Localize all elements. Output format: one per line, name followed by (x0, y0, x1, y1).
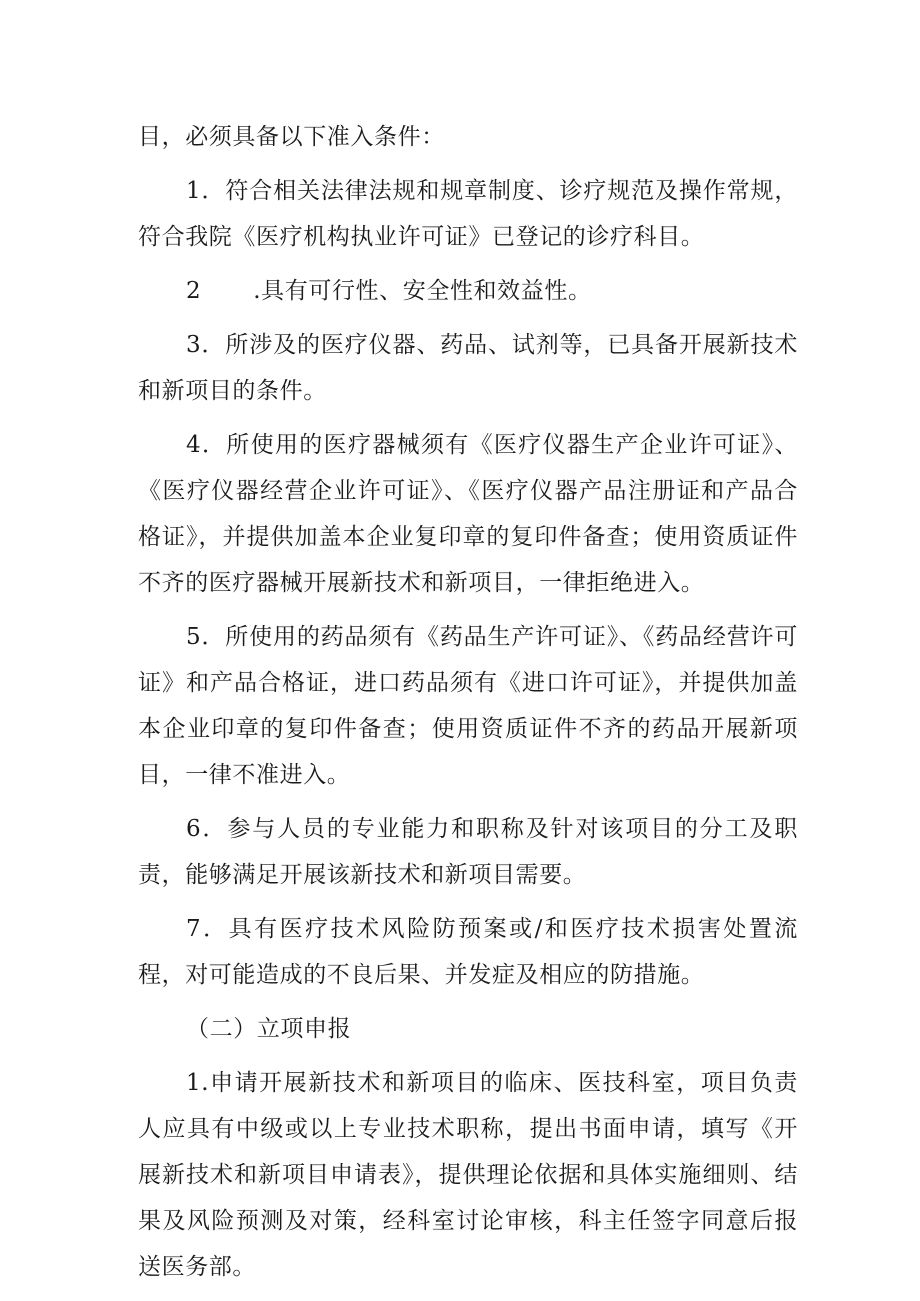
intro-paragraph: 目，必须具备以下准入条件： (138, 124, 445, 150)
condition-item-3: 3．所涉及的医疗仪器、药品、试剂等，已具备开展新技术和新项目的条件。 (138, 332, 798, 404)
condition-item-6: 6．参与人员的专业能力和职称及针对该项目的分工及职责，能够满足开展该新技术和新项目需要。 (138, 816, 798, 888)
condition-item-2-text: .具有可行性、安全性和效益性。 (253, 278, 592, 304)
condition-item-2-number: 2 (186, 278, 202, 304)
condition-item-7: 7．具有医疗技术风险防预案或/和医疗技术损害处置流程，对可能造成的不良后果、并发症及相应的防措施。 (138, 916, 798, 988)
condition-item-1: 1．符合相关法律法规和规章制度、诊疗规范及操作常规，符合我院《医疗机构执业许可证》已登记的诊疗科目。 (138, 178, 798, 250)
condition-item-2 (138, 268, 798, 314)
document-body (138, 114, 798, 1298)
section-item-1: 1.申请开展新技术和新项目的临床、医技科室，项目负责人应具有中级或以上专业技术职称，提出书面申请，填写《开展新技术和新项目申请表》，提供理论依据和具体实施细则、结果及风险预测及对策，经科室讨论审核，科主任签字同意后报送医务部。 (138, 1070, 798, 1280)
section-heading: （二）立项申报 (186, 1016, 352, 1042)
condition-item-5: 5．所使用的药品须有《药品生产许可证》、《药品经营许可证》和产品合格证，进口药品须有《进口许可证》，并提供加盖本企业印章的复印件备查；使用资质证件不齐的药品开展新项目，一律不准进入。 (138, 624, 798, 788)
condition-item-4: 4．所使用的医疗器械须有《医疗仪器生产企业许可证》、《医疗仪器经营企业许可证》、《医疗仪器产品注册证和产品合格证》，并提供加盖本企业复印章的复印件备查；使用资质证件不齐的医疗器械开展新技术和新项目，一律拒绝进入。 (138, 432, 798, 596)
